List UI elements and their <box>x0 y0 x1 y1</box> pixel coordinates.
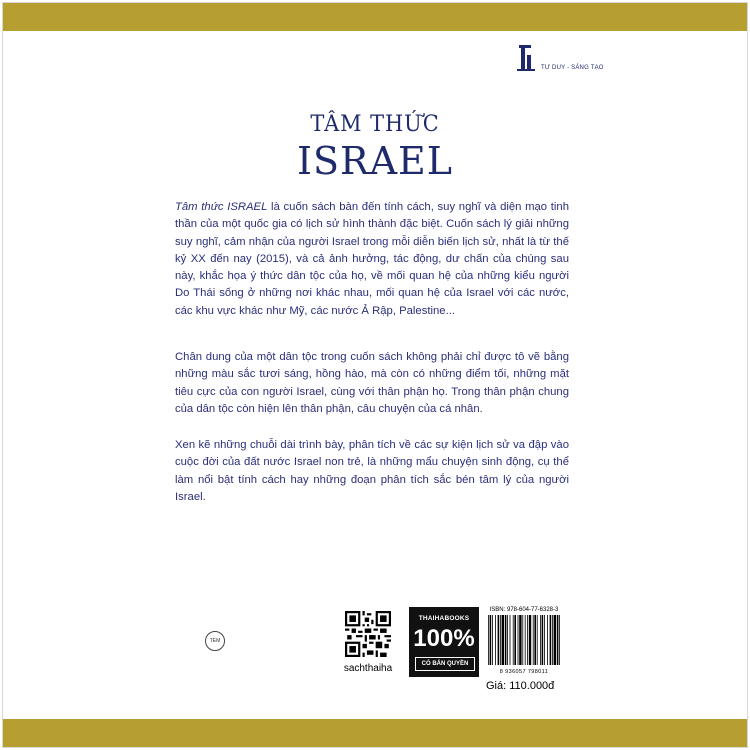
badge-percent: 100% <box>413 625 475 652</box>
book-title <box>3 111 747 183</box>
barcode-bars <box>486 615 562 671</box>
barcode-digits: 8 936057 798011 <box>499 669 549 675</box>
description-lead: Tâm thức ISRAEL <box>175 201 268 213</box>
price: Giá: 110.000đ <box>486 680 555 692</box>
isbn-text: ISBN: 978-604-77-6328-3 <box>489 607 559 613</box>
publisher-logo <box>517 43 604 83</box>
top-gold-band <box>3 3 747 31</box>
qr-code <box>345 611 391 657</box>
book-back-cover <box>2 2 748 748</box>
tem-stamp: TEM <box>205 631 225 651</box>
qr-label: sachthaiha <box>343 663 393 674</box>
description-paragraph-2: Chân dung của một dân tộc trong cuốn sách không phải chỉ được tô vẽ bằng những màu sắc tươi sáng, hồng hào, mà còn có những điểm tối, những mặt tiêu cực của con người Israel, cùng với thân phận họ. Trong thân phận chung của dân tộc còn hiện lên thân phận, câu chuyện của cá nhân. <box>175 351 569 415</box>
publisher-name: TƯ DUY - SÁNG TẠO <box>541 65 604 71</box>
title-line-2: ISRAEL <box>296 139 454 183</box>
badge-subtitle: CÓ BẢN QUYỀN <box>415 657 475 671</box>
description-paragraph-3: Xen kẽ những chuỗi dài trình bày, phân tích về các sự kiện lịch sử va đập vào cuộc đời của đất nước Israel non trẻ, là những mẩu chuyện sinh động, cụ thể làm nổi bật tính cách hay những đoạn phân tích sắc bén tâm lý của người Israel. <box>175 439 569 503</box>
title-line-1: TÂM THỨC <box>310 112 440 137</box>
badge-brand: THAIHABOOKS <box>418 615 470 622</box>
copyright-badge <box>409 607 479 677</box>
description-paragraph-1 <box>175 199 569 320</box>
publisher-mark-icon <box>517 43 541 73</box>
barcode <box>486 607 562 675</box>
description-p1-text: là cuốn sách bàn đến tính cách, suy nghĩ và diện mạo tinh thần của một quốc gia có lịch sử hình thành đặc biệt. Cuốn sách lý giải những suy nghĩ, cảm nhận của người Israel trong mỗi diễn biến lịch sử, nhất là từ thế kỷ XX đến nay (2015), và cả ảnh hưởng, tác động, dư chấn của chúng sau này, khắc họa ý thức dân tộc của họ, về mối quan hệ của những kiểu người Do Thái sống ở những nơi khác nhau, mối quan hệ của Israel với các nước, các khu vực khác như Mỹ, các nước Ả Rập, Palestine... <box>175 201 569 317</box>
bottom-gold-band <box>3 719 747 747</box>
